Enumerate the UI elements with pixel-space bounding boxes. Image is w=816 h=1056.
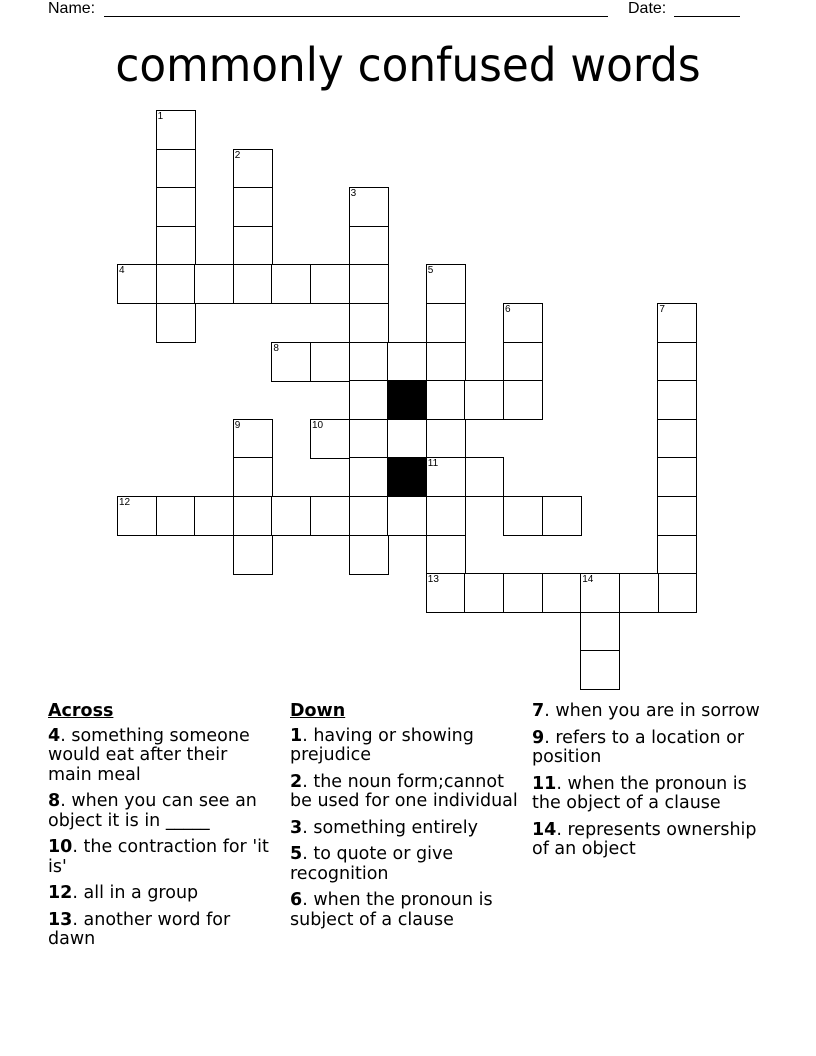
clue-item (290, 819, 526, 839)
clue-number: 3 (350, 188, 357, 200)
grid-cell[interactable] (349, 342, 389, 382)
clue-dot: . (302, 844, 314, 864)
grid-cell[interactable] (194, 496, 234, 536)
grid-cell[interactable] (503, 380, 543, 420)
across-heading: Across (48, 701, 114, 721)
clue-dot: . (72, 909, 84, 930)
clue-number: 6 (505, 304, 511, 315)
grid-cell[interactable] (503, 573, 543, 613)
grid-cell[interactable] (194, 264, 234, 304)
clue-item (48, 911, 276, 950)
clue-dot: . (72, 837, 84, 857)
clue-number: 4 (48, 725, 61, 746)
clue-dot: . (72, 883, 84, 903)
grid-cell[interactable] (271, 264, 311, 304)
grid-cell[interactable] (233, 457, 273, 497)
clue-number: 12 (119, 497, 131, 508)
grid-cell[interactable] (426, 496, 466, 536)
clue-item (532, 729, 772, 768)
grid-cell[interactable] (117, 496, 157, 536)
clue-dot: . (302, 725, 314, 746)
puzzle-title: commonly confused words (115, 38, 701, 92)
clue-item (48, 727, 276, 786)
grid-cell[interactable] (156, 264, 196, 304)
grid-cell[interactable] (464, 457, 504, 497)
grid-cell[interactable] (271, 496, 311, 536)
grid-cell[interactable] (426, 419, 466, 459)
clue-dot: . (60, 791, 72, 811)
clue-dot: . (556, 819, 568, 840)
grid-cell[interactable] (156, 226, 196, 266)
clue-dot: . (60, 725, 72, 746)
clue-item (532, 821, 772, 860)
grid-cell[interactable] (657, 535, 697, 575)
clue-number: 8 (273, 342, 279, 354)
clue-item (48, 838, 276, 877)
grid-cell[interactable] (580, 650, 620, 690)
clue-dot: . (556, 773, 568, 794)
grid-cell[interactable] (156, 149, 196, 189)
grid-cell[interactable] (387, 496, 427, 536)
grid-cell[interactable] (503, 342, 543, 382)
down-clues-continued (532, 702, 772, 867)
clue-item (48, 884, 276, 904)
grid-cell[interactable] (349, 535, 389, 575)
grid-cell[interactable] (464, 573, 504, 613)
grid-cell[interactable] (426, 342, 466, 382)
grid-cell[interactable] (156, 110, 196, 150)
grid-cell[interactable] (657, 342, 697, 382)
clue-text: represents ownership of an object (532, 819, 757, 859)
grid-cell[interactable] (542, 573, 582, 613)
name-label: Name: (48, 0, 96, 17)
down-heading: Down (290, 701, 346, 721)
grid-cell[interactable] (349, 264, 389, 304)
grid-cell[interactable] (310, 264, 350, 304)
clue-number: 11 (532, 773, 557, 794)
clue-item (290, 891, 526, 930)
clue-number: 5 (427, 265, 434, 277)
grid-cell[interactable] (349, 419, 389, 459)
grid-cell[interactable] (387, 419, 427, 459)
clue-number: 11 (427, 458, 439, 470)
grid-cell[interactable] (349, 226, 389, 266)
clue-text: the contraction for 'it is' (48, 837, 269, 877)
clue-number: 9 (532, 727, 545, 748)
clue-text: when you can see an object it is in _____ (48, 791, 257, 831)
clue-number: 7 (659, 304, 665, 315)
grid-cell[interactable] (310, 419, 350, 459)
clue-dot: . (302, 890, 314, 910)
clue-dot: . (544, 701, 556, 721)
clue-number: 1 (157, 111, 164, 122)
grid-cell[interactable] (580, 612, 620, 652)
clue-number: 12 (48, 883, 73, 903)
clue-item (290, 773, 526, 812)
clue-number: 1 (290, 725, 303, 746)
grid-cell[interactable] (580, 573, 620, 613)
grid-cell[interactable] (310, 496, 350, 536)
grid-cell[interactable] (271, 342, 311, 382)
grid-cell[interactable] (349, 496, 389, 536)
clue-text: something entirely (313, 817, 478, 838)
clue-number: 3 (290, 817, 303, 838)
grid-cell[interactable] (542, 496, 582, 536)
grid-cell[interactable] (233, 226, 273, 266)
clue-text: refers to a location or position (532, 727, 745, 767)
grid-cell[interactable] (657, 573, 697, 613)
clue-number: 13 (427, 574, 439, 586)
clue-number: 13 (48, 909, 73, 930)
grid-cell[interactable] (387, 342, 427, 382)
grid-cell[interactable] (503, 496, 543, 536)
grid-cell[interactable] (349, 303, 389, 343)
clue-item (532, 702, 772, 722)
grid-cell[interactable] (233, 496, 273, 536)
grid-cell[interactable] (503, 303, 543, 343)
clue-number: 2 (290, 771, 303, 792)
clue-text: when the pronoun is subject of a clause (290, 890, 493, 930)
clue-number: 2 (234, 149, 241, 161)
grid-cell[interactable] (464, 380, 504, 420)
down-clues (290, 702, 526, 937)
grid-cell[interactable] (657, 380, 697, 420)
grid-cell[interactable] (233, 149, 273, 189)
grid-cell[interactable] (426, 535, 466, 575)
clue-number: 8 (48, 791, 61, 811)
clue-text: having or showing prejudice (290, 725, 474, 765)
grid-cell[interactable] (156, 496, 196, 536)
grid-cell[interactable] (349, 187, 389, 227)
clue-number: 4 (119, 265, 125, 277)
grid-cell[interactable] (426, 303, 466, 343)
clue-text: another word for dawn (48, 909, 231, 949)
clue-item (48, 792, 276, 831)
clue-number: 7 (532, 701, 545, 721)
clue-number: 10 (48, 837, 73, 857)
clue-text: something someone would eat after their main meal (48, 725, 250, 785)
clue-item (290, 727, 526, 766)
grid-cell[interactable] (117, 264, 157, 304)
grid-cell[interactable] (156, 303, 196, 343)
clue-text: when the pronoun is the object of a clause (532, 773, 747, 813)
grid-cell[interactable] (233, 187, 273, 227)
clue-number: 14 (582, 574, 594, 586)
clue-item (532, 775, 772, 814)
grid-cell[interactable] (426, 457, 466, 497)
grid-cell[interactable] (619, 573, 659, 613)
grid-cell[interactable] (233, 264, 273, 304)
grid-cell[interactable] (349, 457, 389, 497)
clue-text: the noun form;cannot be used for one individual (290, 771, 518, 811)
grid-cell[interactable] (426, 573, 466, 613)
clue-text: to quote or give recognition (290, 844, 454, 884)
grid-cell[interactable] (657, 419, 697, 459)
grid-cell[interactable] (233, 535, 273, 575)
clue-dot: . (302, 817, 314, 838)
clue-dot: . (302, 771, 314, 792)
grid-cell[interactable] (657, 496, 697, 536)
date-label: Date: (628, 0, 667, 17)
clue-text: all in a group (83, 883, 199, 903)
clue-item (290, 845, 526, 884)
grid-cell[interactable] (657, 303, 697, 343)
clue-number: 6 (290, 890, 303, 910)
grid-cell[interactable] (426, 264, 466, 304)
grid-cell[interactable] (657, 457, 697, 497)
grid-cell[interactable] (233, 419, 273, 459)
block-cell (387, 380, 427, 420)
clue-number: 14 (532, 819, 557, 840)
clue-dot: . (544, 727, 556, 748)
grid-cell[interactable] (156, 187, 196, 227)
clue-number: 9 (234, 419, 241, 431)
across-clues (48, 702, 276, 957)
clue-text: when you are in sorrow (555, 701, 760, 721)
clue-number: 10 (312, 419, 324, 431)
grid-cell[interactable] (310, 342, 350, 382)
block-cell (387, 457, 427, 497)
clue-number: 5 (290, 844, 303, 864)
grid-cell[interactable] (426, 380, 466, 420)
grid-cell[interactable] (349, 380, 389, 420)
